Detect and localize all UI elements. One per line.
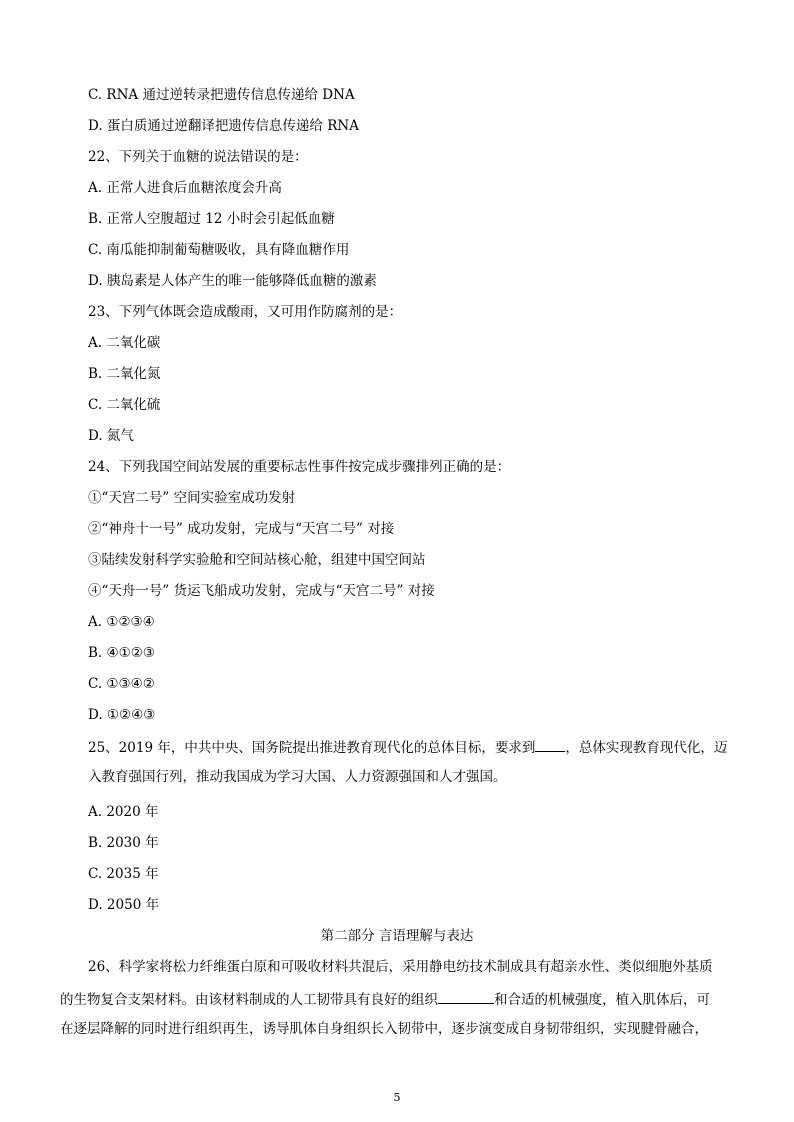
q26-line3: 在逐层降解的同时进行组织再生，诱导肌体自身组织长入韧带中，逐步演变成自身韧带组织，实现腱骨融合， bbox=[60, 1021, 708, 1037]
q26-answer-blank bbox=[438, 989, 494, 1004]
q24-option-b: B. ④①②③ bbox=[88, 645, 155, 661]
q22-stem: 22、下列关于血糖的说法错误的是： bbox=[88, 149, 308, 165]
q24-event-1: ①“天宫二号” 空间实验室成功发射 bbox=[88, 490, 296, 506]
q22-option-d: D. 胰岛素是人体产生的唯一能够降低血糖的激素 bbox=[88, 273, 377, 289]
q25-stem-before-blank: 25、2019 年，中共中央、国务院提出推进教育现代化的总体目标，要求到 bbox=[88, 740, 536, 756]
q23-option-c: C. 二氧化硫 bbox=[88, 397, 161, 413]
q24-option-d: D. ①②④③ bbox=[88, 707, 156, 723]
q23-option-b: B. 二氧化氮 bbox=[88, 366, 161, 382]
q25-option-d: D. 2050 年 bbox=[88, 897, 160, 913]
q21-option-c: C. RNA 通过逆转录把遗传信息传递给 DNA bbox=[88, 87, 355, 103]
q22-option-a: A. 正常人进食后血糖浓度会升高 bbox=[88, 180, 282, 196]
q26-line2-before-blank: 的生物复合支架材料。由该材料制成的人工韧带具有良好的组织 bbox=[60, 992, 438, 1008]
q23-stem: 23、下列气体既会造成酸雨，又可用作防腐剂的是： bbox=[88, 304, 403, 320]
q26-line2 bbox=[60, 989, 710, 1009]
q24-event-2: ②“神舟十一号” 成功发射，完成与“天宫二号” 对接 bbox=[88, 521, 395, 537]
q23-option-d: D. 氮气 bbox=[88, 428, 134, 444]
q25-answer-blank bbox=[535, 737, 565, 752]
page-number: 5 bbox=[393, 1091, 401, 1104]
section-title: 第二部分 言语理解与表达 bbox=[320, 928, 474, 944]
q26-line2-after-blank: 和合适的机械强度，植入肌体后，可 bbox=[494, 992, 710, 1008]
q21-option-d: D. 蛋白质通过逆翻译把遗传信息传递给 RNA bbox=[88, 118, 359, 134]
q25-option-a: A. 2020 年 bbox=[88, 804, 159, 820]
q25-stem-line2: 入教育强国行列，推动我国成为学习大国、人力资源强国和人才强国。 bbox=[88, 769, 507, 785]
q25-option-b: B. 2030 年 bbox=[88, 835, 159, 851]
q24-event-3: ③陆续发射科学实验舱和空间站核心舱，组建中国空间站 bbox=[88, 552, 426, 568]
q25-option-c: C. 2035 年 bbox=[88, 866, 159, 882]
q24-stem: 24、下列我国空间站发展的重要标志性事件按完成步骤排列正确的是： bbox=[88, 459, 511, 475]
q22-option-c: C. 南瓜能抑制葡萄糖吸收，具有降血糖作用 bbox=[88, 242, 350, 258]
q23-option-a: A. 二氧化碳 bbox=[88, 335, 161, 351]
q25-stem-after-blank: ，总体实现教育现代化，迈 bbox=[565, 740, 728, 756]
q24-option-a: A. ①②③④ bbox=[88, 614, 155, 630]
q24-option-c: C. ①③④② bbox=[88, 676, 155, 692]
q25-stem-line1 bbox=[88, 737, 727, 757]
q24-event-4: ④“天舟一号” 货运飞船成功发射，完成与“天宫二号” 对接 bbox=[88, 583, 435, 599]
q22-option-b: B. 正常人空腹超过 12 小时会引起低血糖 bbox=[88, 211, 335, 227]
q26-line1: 26、科学家将松力纤维蛋白原和可吸收材料共混后，采用静电纺技术制成具有超亲水性、类似细胞外基质 bbox=[88, 959, 713, 975]
